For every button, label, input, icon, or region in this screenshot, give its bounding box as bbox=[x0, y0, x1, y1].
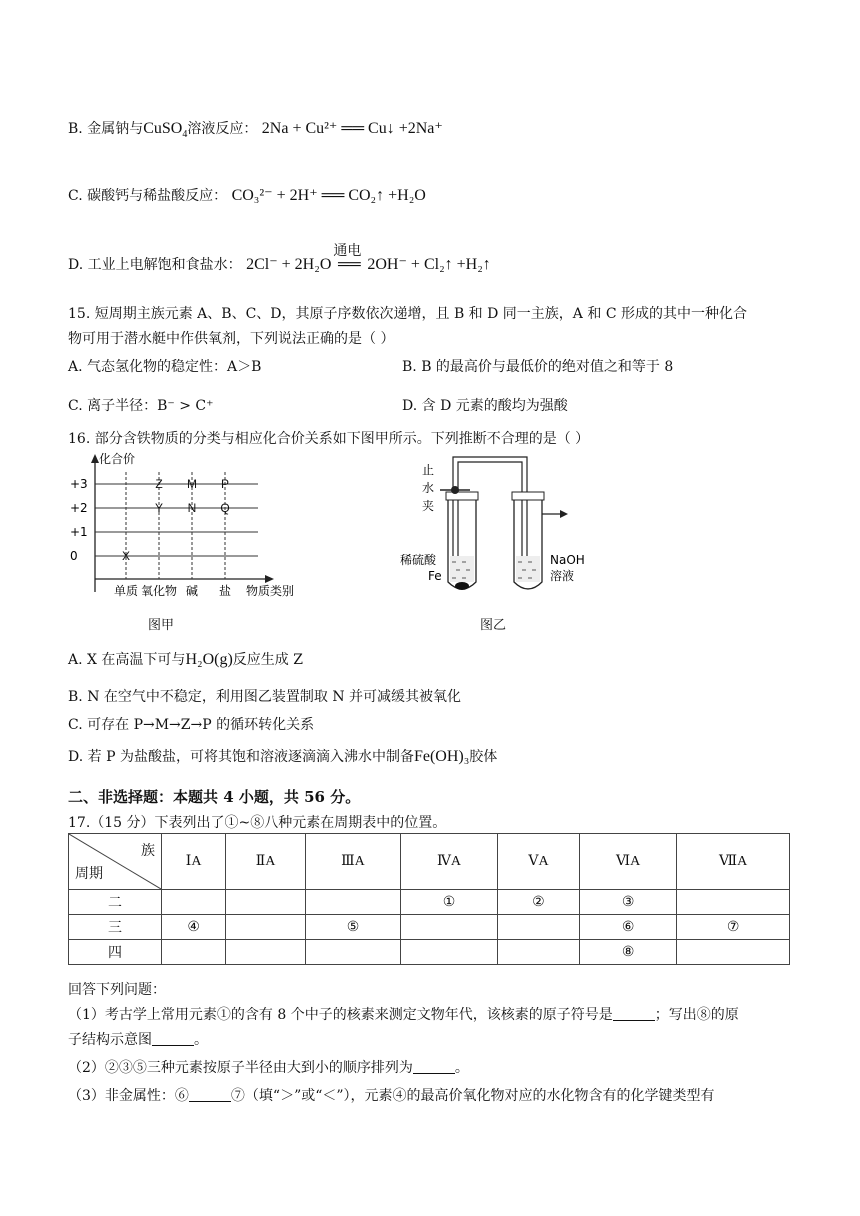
figure-b-caption: 图乙 bbox=[480, 618, 507, 633]
q15-stem-line2: 物可用于潜水艇中作供氧剂，下列说法正确的是（ ） bbox=[68, 331, 395, 347]
solution-label: 溶液 bbox=[550, 569, 575, 583]
table-cell: ③ bbox=[579, 890, 676, 915]
table-cell: ⑥ bbox=[579, 915, 676, 940]
table-cell bbox=[305, 890, 400, 915]
q17-sub1-text2: ；写出⑧的原 bbox=[654, 1007, 739, 1023]
point-label-n: N bbox=[187, 501, 197, 515]
table-cell: ⑤ bbox=[305, 915, 400, 940]
point-label-x: X bbox=[121, 549, 131, 563]
table-header-row bbox=[69, 834, 790, 890]
table-cell: ⑦ bbox=[677, 915, 790, 940]
table-cell: ⑧ bbox=[579, 940, 676, 965]
q17-sub1-text4: 。 bbox=[194, 1032, 208, 1048]
table-row bbox=[69, 915, 790, 940]
figure-a-caption: 图甲 bbox=[148, 618, 175, 633]
iron-lump bbox=[455, 582, 469, 590]
point-label-m: M bbox=[187, 477, 197, 491]
table-corner-cell bbox=[69, 834, 162, 890]
q17-sub1-text: （1）考古学上常用元素①的含有 8 个中子的核素来测定文物年代，该核素的原子符号是 bbox=[68, 1007, 613, 1023]
period-label: 四 bbox=[69, 940, 162, 965]
q16-option-b: B. N 在空气中不稳定，利用图乙装置制取 N 并可减缓其被氧化 bbox=[68, 689, 462, 705]
q15-option-a: A. 气态氢化物的稳定性：A＞B bbox=[68, 359, 262, 375]
point-label-z: Z bbox=[155, 477, 163, 491]
y-tick-label: +1 bbox=[70, 525, 88, 539]
q16-stem: 16. 部分含铁物质的分类与相应化合价关系如下图甲所示。下列推断不合理的是（ ） bbox=[68, 431, 590, 447]
point-label-y: Y bbox=[154, 501, 164, 515]
table-cell bbox=[401, 940, 498, 965]
q15-option-c: C. 离子半径：B⁻ > C⁺ bbox=[68, 398, 214, 414]
answer-blank[interactable] bbox=[152, 1033, 194, 1046]
table-cell bbox=[305, 940, 400, 965]
q16-optd-formula: Fe(OH)₃ bbox=[413, 748, 470, 765]
q16-option-c: C. 可存在 P→M→Z→P 的循环转化关系 bbox=[68, 717, 315, 733]
q17-sub1-line2 bbox=[68, 1029, 208, 1049]
q14-optc-equation: CO₃²⁻ + 2H⁺ ══ CO₂↑ +H₂O bbox=[231, 187, 426, 204]
q14-option-b bbox=[68, 118, 443, 140]
q17-sub3 bbox=[68, 1085, 715, 1105]
q14-optd-equation-left: 2Cl⁻ + 2H₂O bbox=[246, 256, 332, 273]
x-tick-label: 碱 bbox=[185, 584, 199, 598]
table-cell bbox=[677, 890, 790, 915]
q16-opta-post: 反应生成 Z bbox=[232, 652, 303, 668]
table-cell bbox=[497, 915, 579, 940]
x-tick-label: 单质 bbox=[113, 584, 139, 598]
answer-blank[interactable] bbox=[413, 1061, 455, 1074]
q17-stem: 17.（15 分）下表列出了①~⑧八种元素在周期表中的位置。 bbox=[68, 815, 447, 831]
q14-optb-equation: 2Na + Cu²⁺ ══ Cu↓ +2Na⁺ bbox=[261, 120, 443, 137]
y-tick-label: +3 bbox=[70, 477, 88, 491]
group-header: ⅢA bbox=[305, 834, 400, 890]
q14-optb-formula: CuSO$_4$ bbox=[143, 120, 188, 141]
x-axis-label: 物质类别 bbox=[246, 584, 295, 598]
iron-label: Fe bbox=[428, 569, 442, 583]
q14-optd-equation-right: 2OH⁻ + Cl₂↑ +H₂↑ bbox=[367, 256, 491, 273]
table-cell bbox=[497, 940, 579, 965]
q17-sub2-text2: 。 bbox=[454, 1060, 469, 1076]
q14-optb-mid: 溶液反应： bbox=[187, 121, 258, 137]
answer-blank[interactable] bbox=[613, 1008, 655, 1021]
x-tick-label: 盐 bbox=[218, 584, 232, 598]
q16-option-d bbox=[68, 746, 497, 766]
q16-opta-text: A. X 在高温下可与 bbox=[68, 652, 186, 668]
periodic-table bbox=[68, 833, 790, 965]
y-tick-label: 0 bbox=[70, 549, 78, 563]
q16-optd-post: 胶体 bbox=[469, 749, 498, 765]
q16-optd-text: D. 若 P 为盐酸盐，可将其饱和溶液逐滴滴入沸水中制备 bbox=[68, 749, 414, 765]
table-row bbox=[69, 940, 790, 965]
group-header: ⅣA bbox=[401, 834, 498, 890]
dilute-sulfuric-acid-label: 稀硫酸 bbox=[400, 553, 437, 567]
table-cell: ① bbox=[401, 890, 498, 915]
clamp-label-1: 止 bbox=[422, 463, 435, 477]
q14-option-c bbox=[68, 185, 426, 205]
table-cell bbox=[226, 915, 306, 940]
q14-optd-text: D. 工业上电解饱和食盐水： bbox=[68, 257, 242, 273]
table-cell bbox=[162, 890, 226, 915]
table-cell bbox=[677, 940, 790, 965]
table-row bbox=[69, 890, 790, 915]
clamp-label-2: 水 bbox=[422, 481, 435, 495]
q16-opta-formula: H₂O(g) bbox=[185, 651, 233, 668]
q17-sub1-line1 bbox=[68, 1004, 739, 1024]
q14-optb-text: B. 金属钠与 bbox=[68, 121, 144, 137]
x-tick-label: 氧化物 bbox=[140, 584, 178, 598]
corner-group-label: 族 bbox=[141, 844, 155, 859]
section-heading: 二、非选择题：本题共 4 小题，共 56 分。 bbox=[68, 788, 361, 806]
period-label: 二 bbox=[69, 890, 162, 915]
q14-optc-text: C. 碳酸钙与稀盐酸反应： bbox=[68, 188, 228, 204]
table-cell bbox=[401, 915, 498, 940]
q14-optd-arrow: 通电 ══ bbox=[331, 256, 367, 274]
table-cell bbox=[226, 940, 306, 965]
table-cell bbox=[162, 940, 226, 965]
table-cell bbox=[226, 890, 306, 915]
q17-sub2-text: （2）②③⑤三种元素按原子半径由大到小的顺序排列为 bbox=[68, 1060, 413, 1076]
outlet-arrow-icon bbox=[560, 510, 568, 518]
q15-option-d: D. 含 D 元素的酸均为强酸 bbox=[402, 398, 568, 414]
group-header: ⅥA bbox=[579, 834, 676, 890]
q14-option-d bbox=[68, 243, 491, 274]
table-cell: ② bbox=[497, 890, 579, 915]
apparatus-diagram bbox=[400, 452, 600, 592]
point-label-q: Q bbox=[220, 501, 230, 515]
q17-sub3-text: （3）非金属性：⑥ bbox=[68, 1088, 189, 1104]
naoh-label: NaOH bbox=[550, 553, 585, 567]
answer-intro: 回答下列问题： bbox=[68, 982, 166, 998]
clamp-label-3: 夹 bbox=[422, 499, 435, 513]
q14-optd-condition: 通电 bbox=[333, 243, 362, 259]
group-header: ⅠA bbox=[162, 834, 226, 890]
q16-option-a bbox=[68, 649, 303, 669]
period-label: 三 bbox=[69, 915, 162, 940]
group-header: ⅦA bbox=[677, 834, 790, 890]
q15-option-b: B. B 的最高价与最低价的绝对值之和等于 8 bbox=[402, 359, 674, 375]
q17-sub2 bbox=[68, 1057, 469, 1077]
answer-blank[interactable] bbox=[189, 1089, 231, 1102]
q17-sub3-text2: ⑦（填“＞”或“＜”），元素④的最高价氧化物对应的水化物含有的化学键类型有 bbox=[230, 1088, 715, 1104]
corner-period-label: 周期 bbox=[75, 867, 103, 882]
valence-diagram bbox=[68, 452, 308, 602]
q17-sub1-text3: 子结构示意图 bbox=[68, 1032, 152, 1048]
group-header: ⅡA bbox=[226, 834, 306, 890]
group-header: ⅤA bbox=[497, 834, 579, 890]
q15-stem-line1: 15. 短周期主族元素 A、B、C、D，其原子序数依次递增，且 B 和 D 同一主族，A 和 C 形成的其中一种化合 bbox=[68, 306, 747, 322]
y-tick-label: +2 bbox=[70, 501, 88, 515]
point-label-p: P bbox=[220, 477, 230, 491]
valence-axis-label: 化合价 bbox=[99, 452, 136, 466]
table-cell: ④ bbox=[162, 915, 226, 940]
